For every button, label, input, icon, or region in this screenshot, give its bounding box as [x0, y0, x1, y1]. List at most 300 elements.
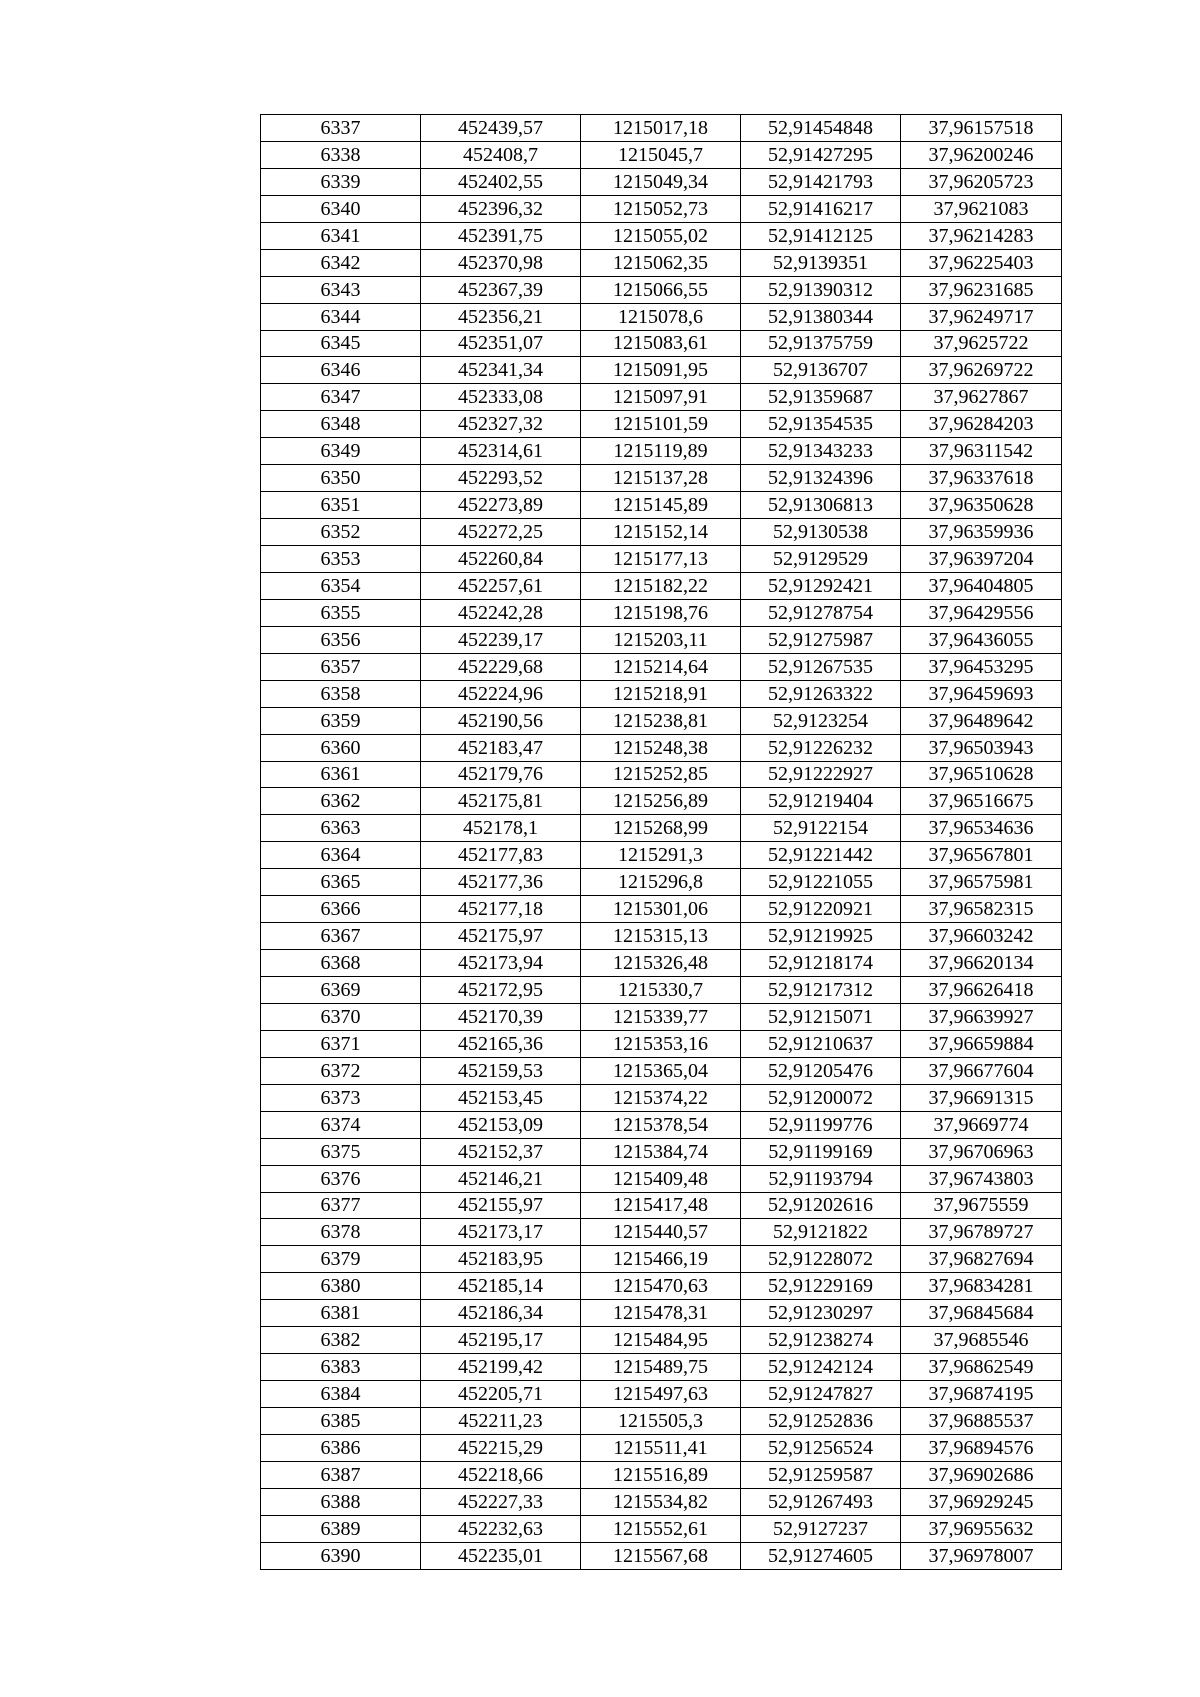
longitude-cell: 37,96575981	[901, 869, 1062, 896]
latitude-cell: 52,91220921	[741, 896, 901, 923]
point-number-cell: 6376	[261, 1165, 421, 1192]
longitude-cell: 37,96436055	[901, 626, 1062, 653]
table-row	[261, 1003, 1062, 1030]
point-number-cell: 6390	[261, 1542, 421, 1569]
table-row	[261, 1488, 1062, 1515]
x-coordinate-cell: 452178,1	[421, 815, 581, 842]
x-coordinate-cell: 452351,07	[421, 330, 581, 357]
y-coordinate-cell: 1215440,57	[581, 1219, 741, 1246]
latitude-cell: 52,91222927	[741, 761, 901, 788]
x-coordinate-cell: 452173,17	[421, 1219, 581, 1246]
x-coordinate-cell: 452183,95	[421, 1246, 581, 1273]
longitude-cell: 37,96429556	[901, 599, 1062, 626]
table-row	[261, 1515, 1062, 1542]
latitude-cell: 52,91226232	[741, 734, 901, 761]
table-row	[261, 1381, 1062, 1408]
point-number-cell: 6365	[261, 869, 421, 896]
point-number-cell: 6348	[261, 411, 421, 438]
latitude-cell: 52,91390312	[741, 276, 901, 303]
longitude-cell: 37,96503943	[901, 734, 1062, 761]
table-row	[261, 680, 1062, 707]
table-row	[261, 519, 1062, 546]
latitude-cell: 52,9123254	[741, 707, 901, 734]
x-coordinate-cell: 452165,36	[421, 1030, 581, 1057]
point-number-cell: 6356	[261, 626, 421, 653]
y-coordinate-cell: 1215291,3	[581, 842, 741, 869]
x-coordinate-cell: 452175,97	[421, 923, 581, 950]
y-coordinate-cell: 1215378,54	[581, 1111, 741, 1138]
latitude-cell: 52,91324396	[741, 465, 901, 492]
table-row	[261, 788, 1062, 815]
longitude-cell: 37,96337618	[901, 465, 1062, 492]
y-coordinate-cell: 1215534,82	[581, 1488, 741, 1515]
y-coordinate-cell: 1215484,95	[581, 1327, 741, 1354]
y-coordinate-cell: 1215478,31	[581, 1300, 741, 1327]
point-number-cell: 6384	[261, 1381, 421, 1408]
x-coordinate-cell: 452190,56	[421, 707, 581, 734]
longitude-cell: 37,96978007	[901, 1542, 1062, 1569]
y-coordinate-cell: 1215062,35	[581, 249, 741, 276]
point-number-cell: 6388	[261, 1488, 421, 1515]
table-row	[261, 923, 1062, 950]
y-coordinate-cell: 1215470,63	[581, 1273, 741, 1300]
longitude-cell: 37,96311542	[901, 438, 1062, 465]
y-coordinate-cell: 1215256,89	[581, 788, 741, 815]
table-row	[261, 869, 1062, 896]
x-coordinate-cell: 452314,61	[421, 438, 581, 465]
longitude-cell: 37,96620134	[901, 950, 1062, 977]
y-coordinate-cell: 1215145,89	[581, 492, 741, 519]
point-number-cell: 6350	[261, 465, 421, 492]
x-coordinate-cell: 452173,94	[421, 950, 581, 977]
table-row	[261, 1434, 1062, 1461]
table-row	[261, 1327, 1062, 1354]
latitude-cell: 52,91221442	[741, 842, 901, 869]
y-coordinate-cell: 1215203,11	[581, 626, 741, 653]
point-number-cell: 6344	[261, 303, 421, 330]
table-row	[261, 249, 1062, 276]
table-row	[261, 438, 1062, 465]
longitude-cell: 37,9685546	[901, 1327, 1062, 1354]
longitude-cell: 37,96827694	[901, 1246, 1062, 1273]
table-row	[261, 1084, 1062, 1111]
longitude-cell: 37,96743803	[901, 1165, 1062, 1192]
latitude-cell: 52,91306813	[741, 492, 901, 519]
table-row	[261, 465, 1062, 492]
y-coordinate-cell: 1215238,81	[581, 707, 741, 734]
x-coordinate-cell: 452170,39	[421, 1003, 581, 1030]
x-coordinate-cell: 452239,17	[421, 626, 581, 653]
y-coordinate-cell: 1215055,02	[581, 222, 741, 249]
latitude-cell: 52,91200072	[741, 1084, 901, 1111]
longitude-cell: 37,9621083	[901, 195, 1062, 222]
x-coordinate-cell: 452232,63	[421, 1515, 581, 1542]
latitude-cell: 52,91267535	[741, 653, 901, 680]
longitude-cell: 37,96789727	[901, 1219, 1062, 1246]
y-coordinate-cell: 1215330,7	[581, 977, 741, 1004]
longitude-cell: 37,96691315	[901, 1084, 1062, 1111]
longitude-cell: 37,96582315	[901, 896, 1062, 923]
y-coordinate-cell: 1215353,16	[581, 1030, 741, 1057]
x-coordinate-cell: 452333,08	[421, 384, 581, 411]
x-coordinate-cell: 452177,36	[421, 869, 581, 896]
y-coordinate-cell: 1215301,06	[581, 896, 741, 923]
table-row	[261, 1542, 1062, 1569]
y-coordinate-cell: 1215567,68	[581, 1542, 741, 1569]
longitude-cell: 37,96225403	[901, 249, 1062, 276]
latitude-cell: 52,91193794	[741, 1165, 901, 1192]
latitude-cell: 52,91412125	[741, 222, 901, 249]
longitude-cell: 37,96404805	[901, 572, 1062, 599]
y-coordinate-cell: 1215052,73	[581, 195, 741, 222]
y-coordinate-cell: 1215218,91	[581, 680, 741, 707]
table-row	[261, 572, 1062, 599]
point-number-cell: 6373	[261, 1084, 421, 1111]
longitude-cell: 37,96516675	[901, 788, 1062, 815]
point-number-cell: 6375	[261, 1138, 421, 1165]
y-coordinate-cell: 1215315,13	[581, 923, 741, 950]
longitude-cell: 37,96929245	[901, 1488, 1062, 1515]
table-row	[261, 842, 1062, 869]
point-number-cell: 6389	[261, 1515, 421, 1542]
x-coordinate-cell: 452199,42	[421, 1354, 581, 1381]
latitude-cell: 52,9129529	[741, 546, 901, 573]
x-coordinate-cell: 452408,7	[421, 141, 581, 168]
table-row	[261, 411, 1062, 438]
point-number-cell: 6387	[261, 1461, 421, 1488]
longitude-cell: 37,96459693	[901, 680, 1062, 707]
x-coordinate-cell: 452195,17	[421, 1327, 581, 1354]
table-row	[261, 815, 1062, 842]
point-number-cell: 6368	[261, 950, 421, 977]
point-number-cell: 6382	[261, 1327, 421, 1354]
latitude-cell: 52,9130538	[741, 519, 901, 546]
longitude-cell: 37,96706963	[901, 1138, 1062, 1165]
point-number-cell: 6379	[261, 1246, 421, 1273]
point-number-cell: 6354	[261, 572, 421, 599]
table-row	[261, 977, 1062, 1004]
latitude-cell: 52,91278754	[741, 599, 901, 626]
longitude-cell: 37,96885537	[901, 1408, 1062, 1435]
latitude-cell: 52,91215071	[741, 1003, 901, 1030]
point-number-cell: 6343	[261, 276, 421, 303]
longitude-cell: 37,96862549	[901, 1354, 1062, 1381]
latitude-cell: 52,91354535	[741, 411, 901, 438]
x-coordinate-cell: 452155,97	[421, 1192, 581, 1219]
latitude-cell: 52,91221055	[741, 869, 901, 896]
point-number-cell: 6386	[261, 1434, 421, 1461]
latitude-cell: 52,91199776	[741, 1111, 901, 1138]
x-coordinate-cell: 452391,75	[421, 222, 581, 249]
latitude-cell: 52,91259587	[741, 1461, 901, 1488]
table-row	[261, 115, 1062, 142]
point-number-cell: 6353	[261, 546, 421, 573]
table-row	[261, 734, 1062, 761]
point-number-cell: 6369	[261, 977, 421, 1004]
point-number-cell: 6362	[261, 788, 421, 815]
latitude-cell: 52,91267493	[741, 1488, 901, 1515]
x-coordinate-cell: 452370,98	[421, 249, 581, 276]
y-coordinate-cell: 1215045,7	[581, 141, 741, 168]
table-row	[261, 1461, 1062, 1488]
x-coordinate-cell: 452367,39	[421, 276, 581, 303]
longitude-cell: 37,96955632	[901, 1515, 1062, 1542]
longitude-cell: 37,96350628	[901, 492, 1062, 519]
x-coordinate-cell: 452205,71	[421, 1381, 581, 1408]
x-coordinate-cell: 452179,76	[421, 761, 581, 788]
longitude-cell: 37,9627867	[901, 384, 1062, 411]
point-number-cell: 6347	[261, 384, 421, 411]
latitude-cell: 52,91230297	[741, 1300, 901, 1327]
longitude-cell: 37,96567801	[901, 842, 1062, 869]
longitude-cell: 37,96205723	[901, 168, 1062, 195]
point-number-cell: 6359	[261, 707, 421, 734]
table-row	[261, 1165, 1062, 1192]
y-coordinate-cell: 1215248,38	[581, 734, 741, 761]
point-number-cell: 6352	[261, 519, 421, 546]
x-coordinate-cell: 452273,89	[421, 492, 581, 519]
point-number-cell: 6363	[261, 815, 421, 842]
latitude-cell: 52,91454848	[741, 115, 901, 142]
x-coordinate-cell: 452183,47	[421, 734, 581, 761]
table-row	[261, 195, 1062, 222]
table-row	[261, 357, 1062, 384]
longitude-cell: 37,96510628	[901, 761, 1062, 788]
table-row	[261, 492, 1062, 519]
point-number-cell: 6338	[261, 141, 421, 168]
table-row	[261, 950, 1062, 977]
y-coordinate-cell: 1215268,99	[581, 815, 741, 842]
longitude-cell: 37,96489642	[901, 707, 1062, 734]
table-row	[261, 384, 1062, 411]
y-coordinate-cell: 1215296,8	[581, 869, 741, 896]
y-coordinate-cell: 1215091,95	[581, 357, 741, 384]
table-row	[261, 303, 1062, 330]
latitude-cell: 52,91202616	[741, 1192, 901, 1219]
x-coordinate-cell: 452211,23	[421, 1408, 581, 1435]
point-number-cell: 6378	[261, 1219, 421, 1246]
latitude-cell: 52,91263322	[741, 680, 901, 707]
y-coordinate-cell: 1215409,48	[581, 1165, 741, 1192]
table-row	[261, 1030, 1062, 1057]
y-coordinate-cell: 1215083,61	[581, 330, 741, 357]
latitude-cell: 52,91292421	[741, 572, 901, 599]
latitude-cell: 52,91247827	[741, 1381, 901, 1408]
latitude-cell: 52,91219925	[741, 923, 901, 950]
table-row	[261, 896, 1062, 923]
longitude-cell: 37,96359936	[901, 519, 1062, 546]
point-number-cell: 6340	[261, 195, 421, 222]
longitude-cell: 37,9669774	[901, 1111, 1062, 1138]
latitude-cell: 52,91375759	[741, 330, 901, 357]
y-coordinate-cell: 1215466,19	[581, 1246, 741, 1273]
longitude-cell: 37,96269722	[901, 357, 1062, 384]
point-number-cell: 6366	[261, 896, 421, 923]
table-row	[261, 1273, 1062, 1300]
longitude-cell: 37,96534636	[901, 815, 1062, 842]
longitude-cell: 37,96639927	[901, 1003, 1062, 1030]
y-coordinate-cell: 1215177,13	[581, 546, 741, 573]
x-coordinate-cell: 452153,09	[421, 1111, 581, 1138]
x-coordinate-cell: 452272,25	[421, 519, 581, 546]
x-coordinate-cell: 452186,34	[421, 1300, 581, 1327]
x-coordinate-cell: 452159,53	[421, 1057, 581, 1084]
y-coordinate-cell: 1215339,77	[581, 1003, 741, 1030]
table-row	[261, 222, 1062, 249]
longitude-cell: 37,96834281	[901, 1273, 1062, 1300]
x-coordinate-cell: 452146,21	[421, 1165, 581, 1192]
y-coordinate-cell: 1215505,3	[581, 1408, 741, 1435]
latitude-cell: 52,91427295	[741, 141, 901, 168]
latitude-cell: 52,91219404	[741, 788, 901, 815]
latitude-cell: 52,91229169	[741, 1273, 901, 1300]
table-row	[261, 1354, 1062, 1381]
y-coordinate-cell: 1215078,6	[581, 303, 741, 330]
table-row	[261, 168, 1062, 195]
latitude-cell: 52,91275987	[741, 626, 901, 653]
y-coordinate-cell: 1215097,91	[581, 384, 741, 411]
y-coordinate-cell: 1215384,74	[581, 1138, 741, 1165]
y-coordinate-cell: 1215417,48	[581, 1192, 741, 1219]
longitude-cell: 37,96874195	[901, 1381, 1062, 1408]
table-row	[261, 1192, 1062, 1219]
y-coordinate-cell: 1215365,04	[581, 1057, 741, 1084]
longitude-cell: 37,96902686	[901, 1461, 1062, 1488]
x-coordinate-cell: 452177,83	[421, 842, 581, 869]
point-number-cell: 6380	[261, 1273, 421, 1300]
coordinates-table	[260, 114, 1062, 1570]
x-coordinate-cell: 452396,32	[421, 195, 581, 222]
x-coordinate-cell: 452327,32	[421, 411, 581, 438]
latitude-cell: 52,9139351	[741, 249, 901, 276]
longitude-cell: 37,96453295	[901, 653, 1062, 680]
y-coordinate-cell: 1215182,22	[581, 572, 741, 599]
point-number-cell: 6360	[261, 734, 421, 761]
table-row	[261, 1057, 1062, 1084]
point-number-cell: 6351	[261, 492, 421, 519]
longitude-cell: 37,96249717	[901, 303, 1062, 330]
longitude-cell: 37,96603242	[901, 923, 1062, 950]
point-number-cell: 6364	[261, 842, 421, 869]
latitude-cell: 52,9136707	[741, 357, 901, 384]
x-coordinate-cell: 452439,57	[421, 115, 581, 142]
y-coordinate-cell: 1215101,59	[581, 411, 741, 438]
y-coordinate-cell: 1215326,48	[581, 950, 741, 977]
x-coordinate-cell: 452341,34	[421, 357, 581, 384]
y-coordinate-cell: 1215214,64	[581, 653, 741, 680]
latitude-cell: 52,91199169	[741, 1138, 901, 1165]
table-row	[261, 141, 1062, 168]
point-number-cell: 6337	[261, 115, 421, 142]
point-number-cell: 6370	[261, 1003, 421, 1030]
y-coordinate-cell: 1215017,18	[581, 115, 741, 142]
longitude-cell: 37,96397204	[901, 546, 1062, 573]
y-coordinate-cell: 1215511,41	[581, 1434, 741, 1461]
latitude-cell: 52,91218174	[741, 950, 901, 977]
latitude-cell: 52,91217312	[741, 977, 901, 1004]
longitude-cell: 37,96200246	[901, 141, 1062, 168]
x-coordinate-cell: 452356,21	[421, 303, 581, 330]
latitude-cell: 52,91359687	[741, 384, 901, 411]
table-row	[261, 1246, 1062, 1273]
x-coordinate-cell: 452172,95	[421, 977, 581, 1004]
x-coordinate-cell: 452224,96	[421, 680, 581, 707]
longitude-cell: 37,9675559	[901, 1192, 1062, 1219]
point-number-cell: 6355	[261, 599, 421, 626]
x-coordinate-cell: 452260,84	[421, 546, 581, 573]
longitude-cell: 37,9625722	[901, 330, 1062, 357]
point-number-cell: 6341	[261, 222, 421, 249]
y-coordinate-cell: 1215049,34	[581, 168, 741, 195]
x-coordinate-cell: 452235,01	[421, 1542, 581, 1569]
latitude-cell: 52,91252836	[741, 1408, 901, 1435]
latitude-cell: 52,91210637	[741, 1030, 901, 1057]
longitude-cell: 37,96894576	[901, 1434, 1062, 1461]
point-number-cell: 6342	[261, 249, 421, 276]
x-coordinate-cell: 452175,81	[421, 788, 581, 815]
latitude-cell: 52,91228072	[741, 1246, 901, 1273]
latitude-cell: 52,91238274	[741, 1327, 901, 1354]
x-coordinate-cell: 452153,45	[421, 1084, 581, 1111]
point-number-cell: 6385	[261, 1408, 421, 1435]
table-row	[261, 276, 1062, 303]
point-number-cell: 6372	[261, 1057, 421, 1084]
longitude-cell: 37,96157518	[901, 115, 1062, 142]
x-coordinate-cell: 452185,14	[421, 1273, 581, 1300]
y-coordinate-cell: 1215374,22	[581, 1084, 741, 1111]
table-row	[261, 761, 1062, 788]
longitude-cell: 37,96626418	[901, 977, 1062, 1004]
longitude-cell: 37,96284203	[901, 411, 1062, 438]
point-number-cell: 6357	[261, 653, 421, 680]
point-number-cell: 6339	[261, 168, 421, 195]
point-number-cell: 6381	[261, 1300, 421, 1327]
table-row	[261, 546, 1062, 573]
latitude-cell: 52,91242124	[741, 1354, 901, 1381]
latitude-cell: 52,91256524	[741, 1434, 901, 1461]
coordinates-table-body	[261, 115, 1062, 1570]
point-number-cell: 6383	[261, 1354, 421, 1381]
x-coordinate-cell: 452227,33	[421, 1488, 581, 1515]
y-coordinate-cell: 1215198,76	[581, 599, 741, 626]
point-number-cell: 6358	[261, 680, 421, 707]
x-coordinate-cell: 452242,28	[421, 599, 581, 626]
point-number-cell: 6361	[261, 761, 421, 788]
table-row	[261, 707, 1062, 734]
latitude-cell: 52,91205476	[741, 1057, 901, 1084]
y-coordinate-cell: 1215489,75	[581, 1354, 741, 1381]
point-number-cell: 6374	[261, 1111, 421, 1138]
latitude-cell: 52,91343233	[741, 438, 901, 465]
x-coordinate-cell: 452257,61	[421, 572, 581, 599]
longitude-cell: 37,96659884	[901, 1030, 1062, 1057]
table-row	[261, 330, 1062, 357]
x-coordinate-cell: 452402,55	[421, 168, 581, 195]
point-number-cell: 6349	[261, 438, 421, 465]
table-row	[261, 1219, 1062, 1246]
longitude-cell: 37,96845684	[901, 1300, 1062, 1327]
y-coordinate-cell: 1215137,28	[581, 465, 741, 492]
longitude-cell: 37,96231685	[901, 276, 1062, 303]
point-number-cell: 6377	[261, 1192, 421, 1219]
table-row	[261, 1138, 1062, 1165]
table-row	[261, 653, 1062, 680]
table-row	[261, 626, 1062, 653]
y-coordinate-cell: 1215066,55	[581, 276, 741, 303]
latitude-cell: 52,91421793	[741, 168, 901, 195]
longitude-cell: 37,96677604	[901, 1057, 1062, 1084]
point-number-cell: 6367	[261, 923, 421, 950]
